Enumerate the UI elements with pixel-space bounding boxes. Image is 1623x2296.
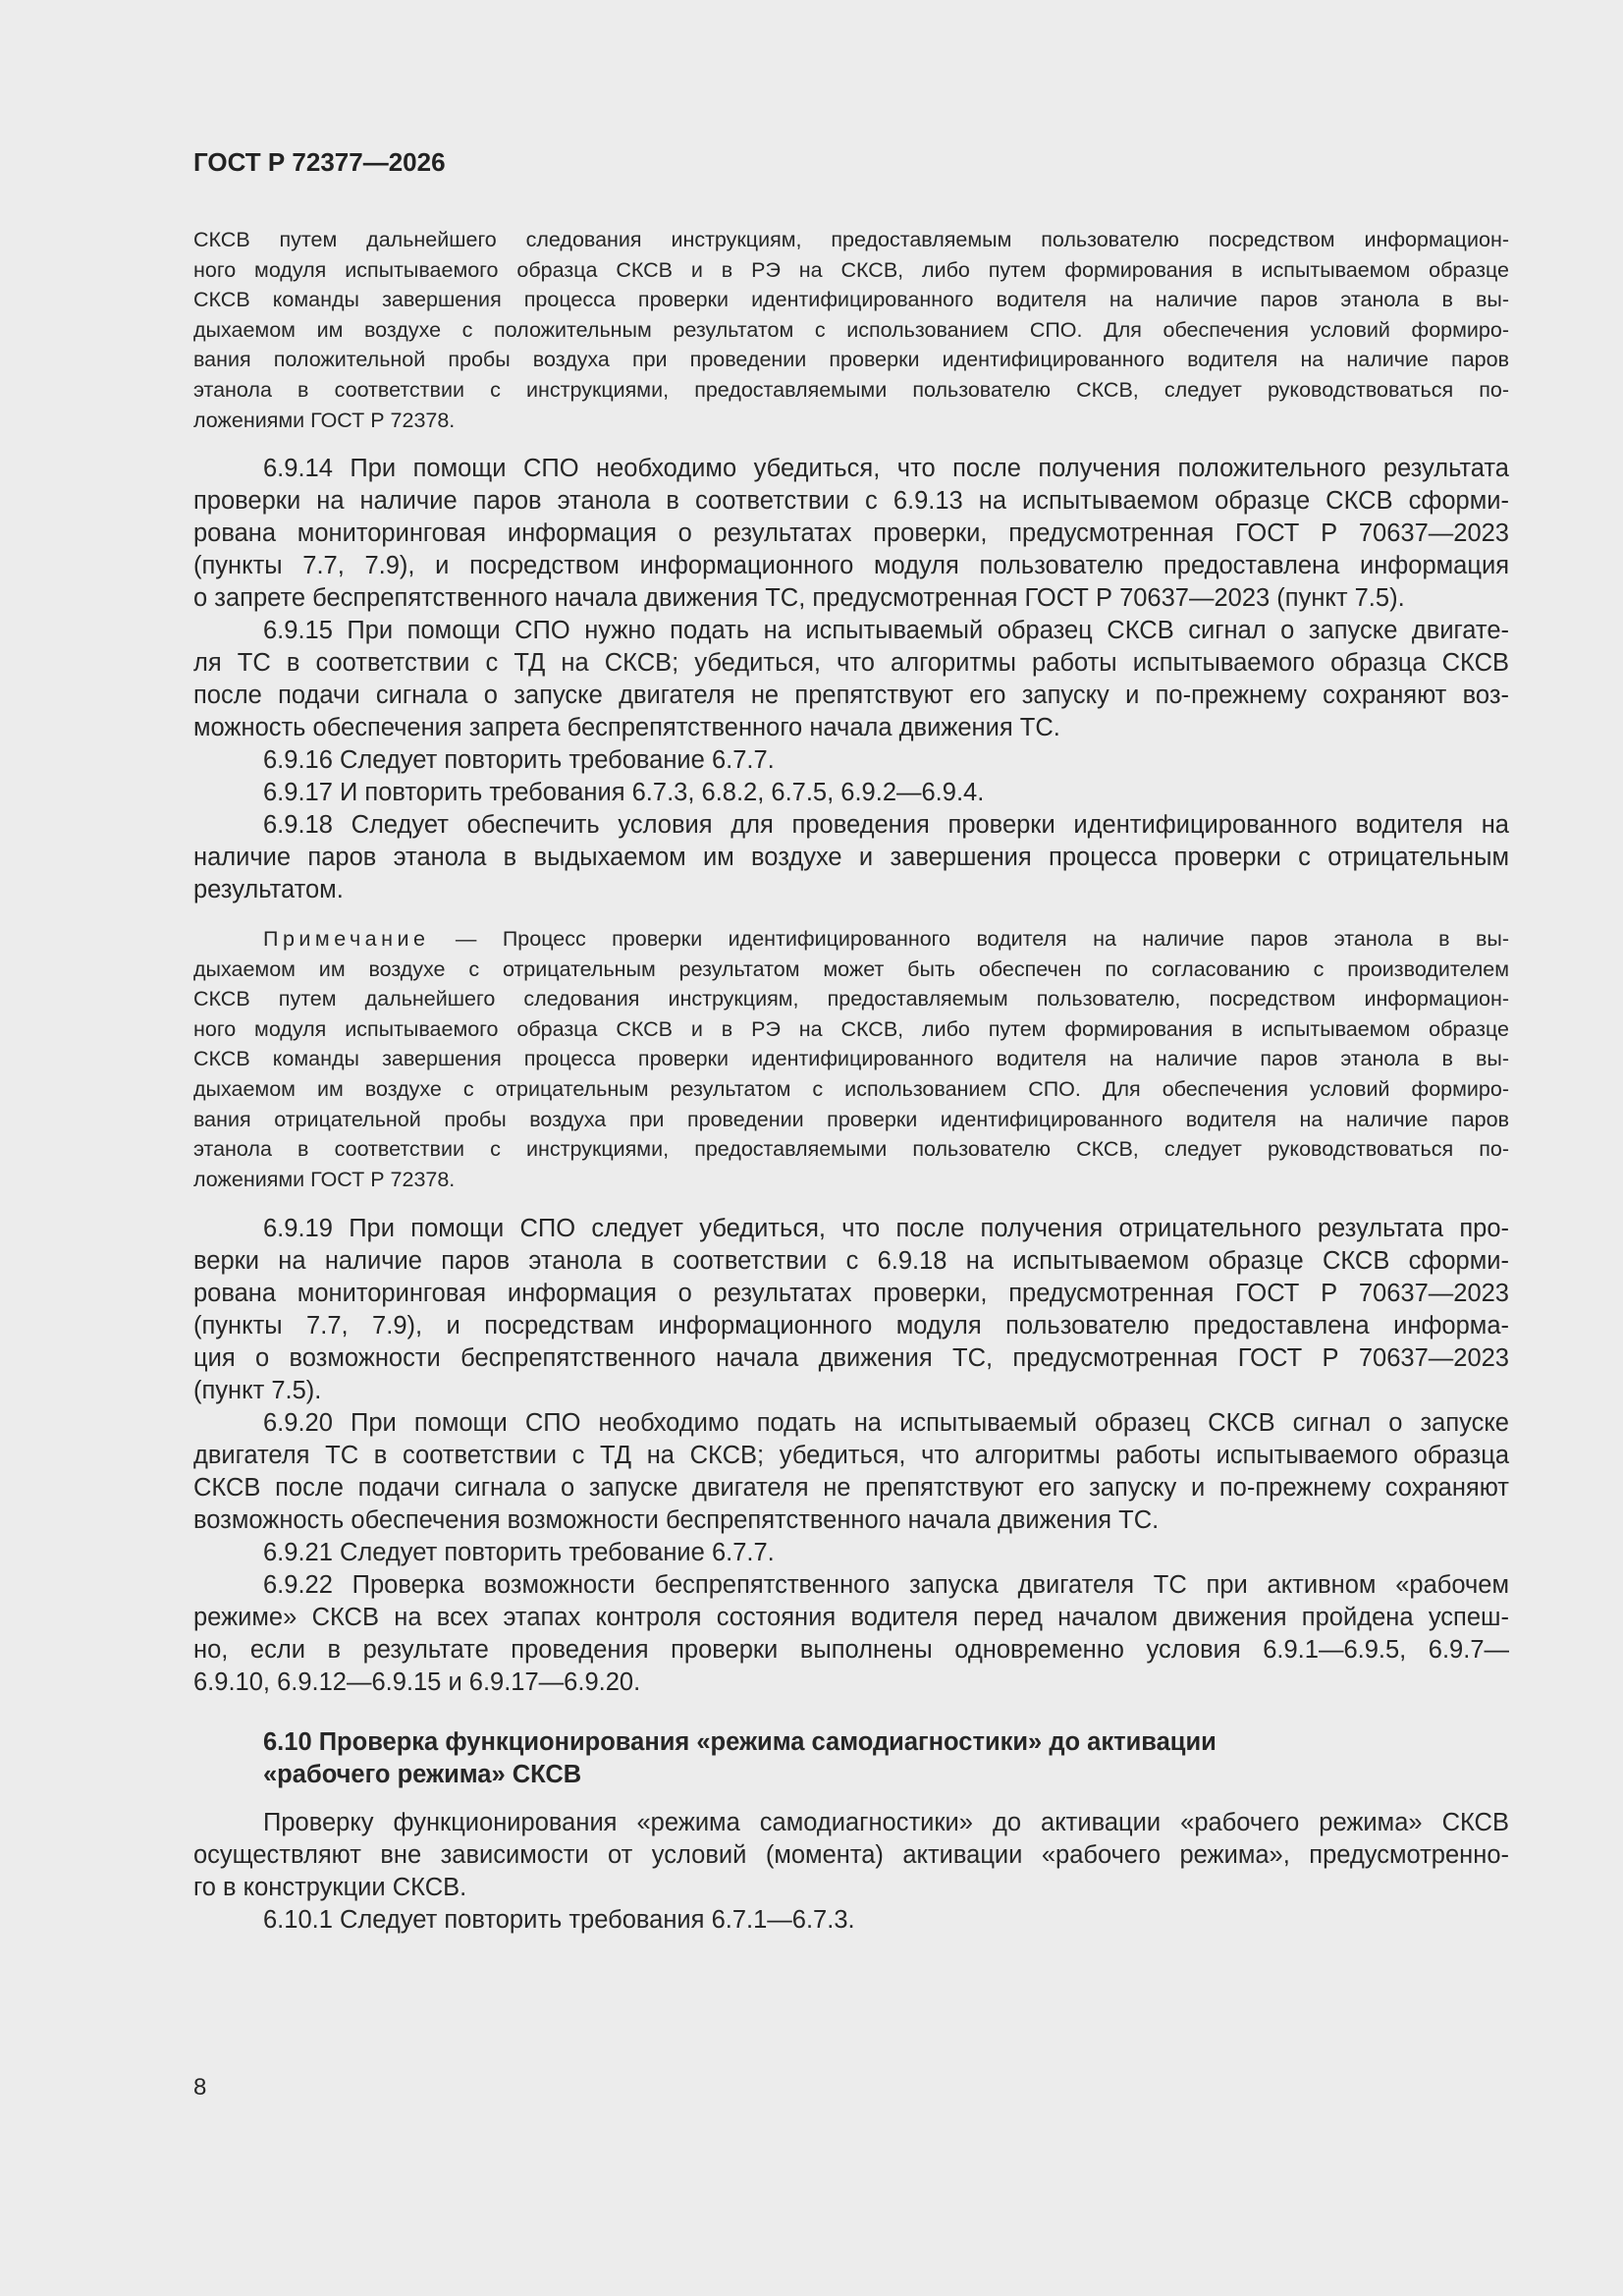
section-6-9-19-to-6-9-22 xyxy=(193,1213,1509,1699)
text-line: рована мониторинговая информация о результатах проверки, предусмотренная ГОСТ Р 70637—2023 xyxy=(193,519,1509,547)
text-line: двигателя ТС в соответствии с ТД на СКСВ; убедиться, что алгоритмы работы испытываемого образца xyxy=(193,1442,1509,1469)
note-block xyxy=(193,924,1509,1194)
text-line: дыхаемом им воздухе с положительным результатом с использованием СПО. Для обеспечения условий формиро- xyxy=(193,317,1509,342)
heading-line: 6.10 Проверка функционирования «режима самодиагностики» до активации xyxy=(263,1728,1217,1756)
text-line: го в конструкции СКСВ. xyxy=(193,1874,467,1901)
text-line: ля ТС в соответствии с ТД на СКСВ; убедиться, что алгоритмы работы испытываемого образца СКСВ xyxy=(193,649,1509,677)
clause-6-9-21: 6.9.21 Следует повторить требование 6.7.7. xyxy=(263,1539,775,1566)
clause-6-9-16: 6.9.16 Следует повторить требование 6.7.7. xyxy=(263,746,775,774)
text-line: СКСВ команды завершения процесса проверки идентифицированного водителя на наличие паров этанола в вы- xyxy=(193,288,1509,312)
clause-6-9-19: 6.9.19 При помощи СПО следует убедиться, что после получения отрицательного результата про- xyxy=(263,1215,1509,1242)
document-header: ГОСТ Р 72377—2026 xyxy=(193,147,446,177)
text-line: СКСВ путем дальнейшего следования инструкциям, предоставляемым пользователю посредством информацион- xyxy=(193,228,1509,251)
text-line: (пункты 7.7, 7.9), и посредством информационного модуля пользователю предоставлена информация xyxy=(193,552,1509,579)
text-line: можность обеспечения запрета беспрепятственного начала движения ТС. xyxy=(193,714,1060,741)
text-line: после подачи сигнала о запуске двигателя не препятствуют его запуску и по-прежнему сохраняют воз- xyxy=(193,682,1509,709)
text-line: вания отрицательной пробы воздуха при проведении проверки идентифицированного водителя на наличие паров xyxy=(193,1107,1509,1131)
clause-6-9-22: 6.9.22 Проверка возможности беспрепятственного запуска двигателя ТС при активном «рабочем xyxy=(263,1571,1509,1599)
text-line: осуществляют вне зависимости от условий (момента) активации «рабочего режима», предусмотренно- xyxy=(193,1841,1509,1869)
note-label: Примечание xyxy=(263,927,430,951)
text-line: ложениями ГОСТ Р 72378. xyxy=(193,408,456,432)
text-line: СКСВ команды завершения процесса проверки идентифицированного водителя на наличие паров этанола в вы- xyxy=(193,1047,1509,1071)
text-line: возможность обеспечения возможности беспрепятственного начала движения ТС. xyxy=(193,1506,1160,1534)
text-line: (пункты 7.7, 7.9), и посредствам информационного модуля пользователю предоставлена информа- xyxy=(193,1312,1509,1339)
note-first-line xyxy=(193,924,1509,955)
note-dash: — xyxy=(429,927,503,951)
text-line: дыхаемом им воздухе с отрицательным результатом с использованием СПО. Для обеспечения условий формиро- xyxy=(193,1076,1509,1101)
note-first-line-text: Процесс проверки идентифицированного водителя на наличие паров этанола в вы- xyxy=(502,927,1510,951)
paragraph-6-10-intro: Проверку функционирования «режима самодиагностики» до активации «рабочего режима» СКСВ xyxy=(263,1809,1509,1836)
clause-6-9-17: 6.9.17 И повторить требования 6.7.3, 6.8.2, 6.7.5, 6.9.2—6.9.4. xyxy=(263,779,985,806)
section-6-10-body xyxy=(193,1807,1509,1937)
clause-6-10-1: 6.10.1 Следует повторить требования 6.7.1—6.7.3. xyxy=(263,1906,855,1934)
text-line: 6.9.10, 6.9.12—6.9.15 и 6.9.17—6.9.20. xyxy=(193,1668,641,1696)
text-line: проверки на наличие паров этанола в соответствии с 6.9.13 на испытываемом образце СКСВ сформи- xyxy=(193,487,1509,515)
page-number: 8 xyxy=(193,2074,207,2101)
text-line: ложениями ГОСТ Р 72378. xyxy=(193,1167,456,1191)
text-line: ция о возможности беспрепятственного начала движения ТС, предусмотренная ГОСТ Р 70637—2023 xyxy=(193,1344,1509,1372)
text-line: дыхаемом им воздухе с отрицательным результатом может быть обеспечен по согласованию с производителем xyxy=(193,957,1509,981)
section-heading-6-10 xyxy=(193,1726,1509,1791)
heading-line: «рабочего режима» СКСВ xyxy=(263,1761,582,1788)
text-line: этанола в соответствии с инструкциями, предоставляемыми пользователю СКСВ, следует руководствоваться по- xyxy=(193,377,1509,402)
text-line: этанола в соответствии с инструкциями, предоставляемыми пользователю СКСВ, следует руководствоваться по- xyxy=(193,1137,1509,1162)
intro-paragraph xyxy=(193,225,1509,435)
text-line: режиме» СКСВ на всех этапах контроля состояния водителя перед началом движения пройдена успеш- xyxy=(193,1604,1509,1631)
section-6-9-14-to-6-9-18 xyxy=(193,453,1509,906)
text-line: СКСВ после подачи сигнала о запуске двигателя не препятствуют его запуску и по-прежнему сохраняют xyxy=(193,1474,1509,1502)
text-line: результатом. xyxy=(193,876,344,903)
clause-6-9-20: 6.9.20 При помощи СПО необходимо подать на испытываемый образец СКСВ сигнал о запуске xyxy=(263,1409,1509,1437)
text-line: верки на наличие паров этанола в соответствии с 6.9.18 на испытываемом образце СКСВ сформи- xyxy=(193,1247,1509,1275)
clause-6-9-14: 6.9.14 При помощи СПО необходимо убедиться, что после получения положительного результата xyxy=(263,455,1509,482)
text-line: но, если в результате проведения проверки выполнены одновременно условия 6.9.1—6.9.5, 6.9.7— xyxy=(193,1636,1509,1664)
text-line: ного модуля испытываемого образца СКСВ и в РЭ на СКСВ, либо путем формирования в испытываемом образце xyxy=(193,257,1509,282)
text-line: рована мониторинговая информация о результатах проверки, предусмотренная ГОСТ Р 70637—2023 xyxy=(193,1280,1509,1307)
text-line: о запрете беспрепятственного начала движения ТС, предусмотренная ГОСТ Р 70637—2023 (пункт 7.5). xyxy=(193,584,1405,612)
text-line: (пункт 7.5). xyxy=(193,1377,322,1404)
text-line: вания положительной пробы воздуха при проведении проверки идентифицированного водителя на наличие паров xyxy=(193,348,1509,372)
text-line: ного модуля испытываемого образца СКСВ и в РЭ на СКСВ, либо путем формирования в испытываемом образце xyxy=(193,1016,1509,1041)
clause-6-9-15: 6.9.15 При помощи СПО нужно подать на испытываемый образец СКСВ сигнал о запуске двигате- xyxy=(263,617,1509,644)
text-line: наличие паров этанола в выдыхаемом им воздухе и завершения процесса проверки с отрицательным xyxy=(193,844,1509,871)
text-line: СКСВ путем дальнейшего следования инструкциям, предоставляемым пользователю, посредством информацион- xyxy=(193,987,1509,1011)
clause-6-9-18: 6.9.18 Следует обеспечить условия для проведения проверки идентифицированного водителя на xyxy=(263,811,1509,839)
